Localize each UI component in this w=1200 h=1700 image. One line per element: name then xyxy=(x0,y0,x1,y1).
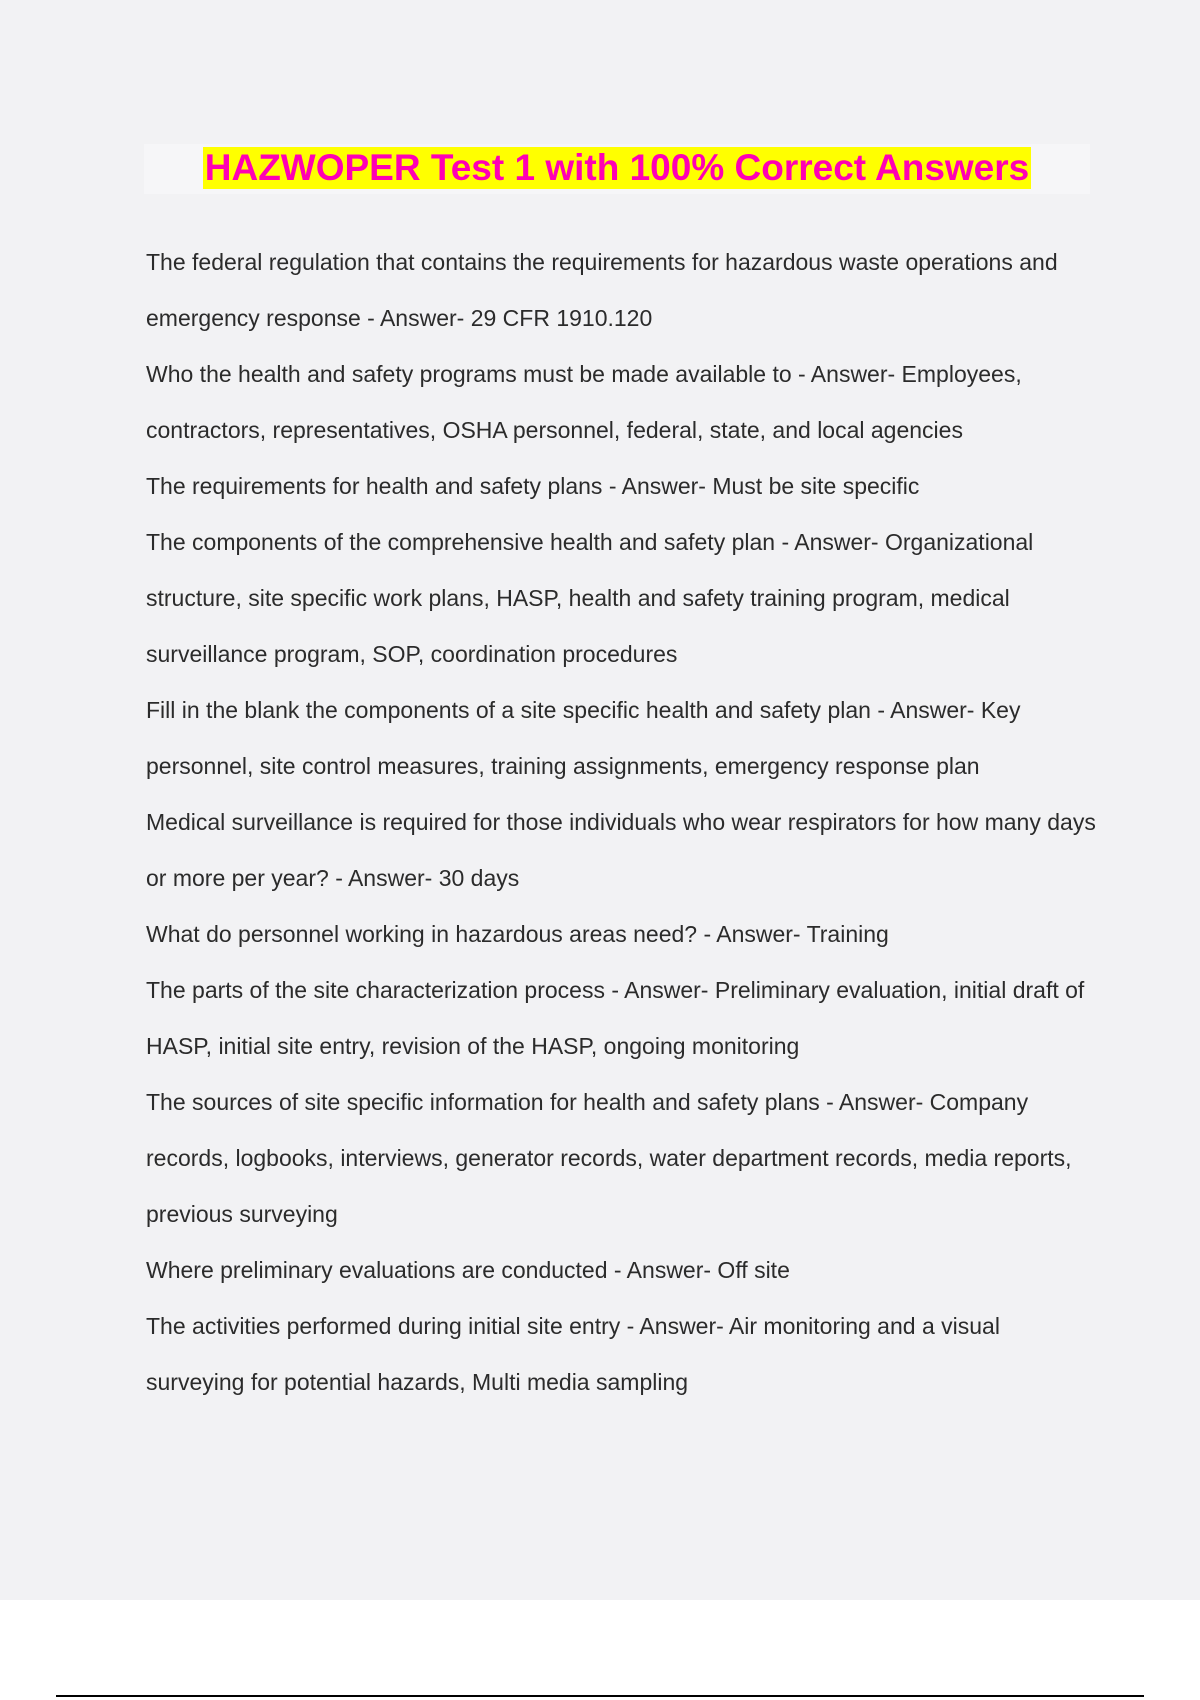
qa-item: The federal regulation that contains the requirements for hazardous waste operations and emergency response - Answer- 29 CFR 1910.120 xyxy=(146,249,1058,331)
qa-item: Medical surveillance is required for those individuals who wear respirators for how many days or more per year? - Answer- 30 days xyxy=(146,809,1096,891)
qa-item: The activities performed during initial site entry - Answer- Air monitoring and a visual surveying for potential hazards, Multi media sampling xyxy=(146,1313,1000,1395)
qa-item: What do personnel working in hazardous areas need? - Answer- Training xyxy=(146,921,889,947)
qa-item: Where preliminary evaluations are conducted - Answer- Off site xyxy=(146,1257,790,1283)
page-divider xyxy=(56,1695,1144,1697)
qa-item: The components of the comprehensive health and safety plan - Answer- Organizational structure, site specific work plans, HASP, health and safety training program, medical surveillance program, SOP, coordination procedures xyxy=(146,529,1034,667)
document-title: HAZWOPER Test 1 with 100% Correct Answers xyxy=(204,147,1030,188)
qa-item: The requirements for health and safety plans - Answer- Must be site specific xyxy=(146,473,920,499)
qa-item: The parts of the site characterization process - Answer- Preliminary evaluation, initial draft of HASP, initial site entry, revision of the HASP, ongoing monitoring xyxy=(146,977,1085,1059)
title-block xyxy=(144,144,1090,194)
qa-item: Who the health and safety programs must be made available to - Answer- Employees, contractors, representatives, OSHA personnel, federal, state, and local agencies xyxy=(146,361,1022,443)
qa-item: The sources of site specific information for health and safety plans - Answer- Company records, logbooks, interviews, generator records, water department records, media reports, previous surveying xyxy=(146,1089,1072,1227)
qa-item: Fill in the blank the components of a site specific health and safety plan - Answer- Key personnel, site control measures, training assignments, emergency response plan xyxy=(146,697,1021,779)
qa-list xyxy=(146,234,1096,1410)
